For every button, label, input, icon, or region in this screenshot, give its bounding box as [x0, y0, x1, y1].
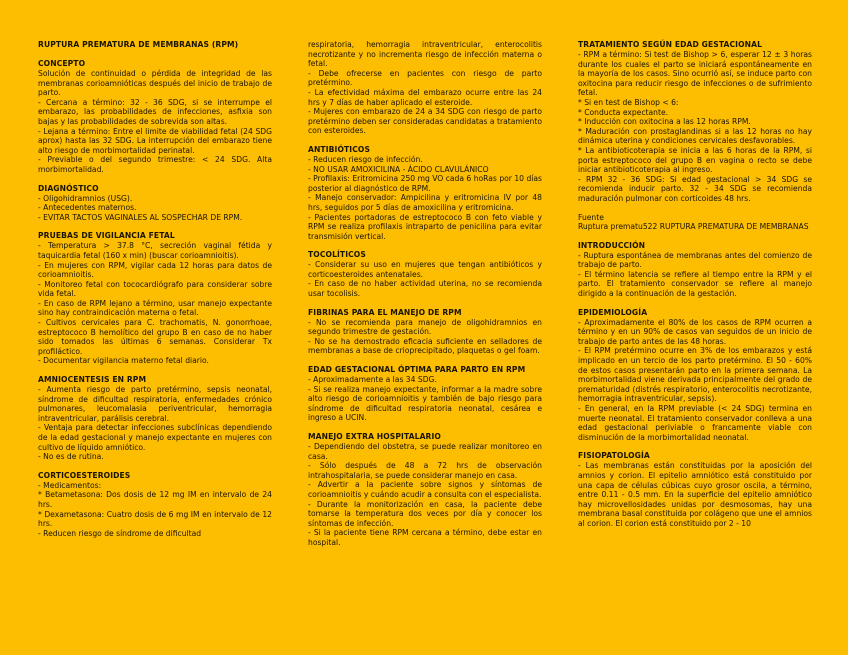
paragraph: - Si la paciente tiene RPM cercana a término, debe estar en hospital.	[308, 528, 542, 547]
paragraph: - Ruptura espontánea de membranas antes del comienzo de trabajo de parto.	[578, 250, 812, 270]
section-heading: EPIDEMIOLOGÍA	[578, 307, 648, 317]
paragraph: - Oligohidramnios (USG).	[38, 193, 133, 203]
paragraph: * Dexametasona: Cuatro dosis de 6 mg IM en intervalo de 12 hrs.	[38, 509, 272, 529]
column-1	[38, 40, 272, 547]
paragraph: - En mujeres con RPM, vigilar cada 12 horas para datos de corioamnioitis.	[38, 260, 272, 280]
section-heading: AMNIOCENTESIS EN RPM	[38, 375, 147, 385]
paragraph: - Lejana a término: Entre el limite de viabilidad fetal (24 SDG aprox) hasta las 32 SDG. La interrupción del embarazo tiene alto riesgo de morbimortalidad perinatal.	[38, 126, 272, 155]
paragraph: - Advertir a la paciente sobre signos y síntomas de corioamnioitis y cuándo acudir a consulta con el especialista.	[308, 480, 542, 499]
paragraph: - En caso de RPM lejano a término, usar manejo expectante sino hay contraindicación materna o fetal.	[38, 298, 272, 318]
paragraph: - No es de rutina.	[38, 452, 104, 462]
column-2	[308, 40, 542, 557]
paragraph: - Reducen riesgo de infección.	[308, 154, 423, 164]
paragraph: - Dependiendo del obstetra, se puede realizar monitoreo en casa.	[308, 442, 542, 461]
section-diagnostico	[38, 184, 272, 223]
paragraph: * Si en test de Bishop < 6:	[578, 97, 679, 107]
section-continued	[308, 40, 542, 136]
paragraph: - Aumenta riesgo de parto pretérmino, sepsis neonatal, síndrome de dificultad respiratoria, enfermedades crónico pulmonares, leucomalasia periventricular, hemorragia intraventricular, parálisis cerebral.	[38, 385, 272, 423]
paragraph: - Temperatura > 37.8 °C, secreción vaginal fétida y taquicardia fetal (160 x min) (buscar corioamnioitis).	[38, 241, 272, 260]
paragraph: - La efectividad máxima del embarazo ocurre entre las 24 hrs y 7 días de haber aplicado el esteroide.	[308, 87, 542, 107]
paragraph: - Las membranas están constituidas por la aposición del amnios y corion. El epitelio amniótico está constituido por una capa de células cúbicas cuyo grosor oscila, a término, entre 0.11 - 0.5 mm. En la superficie del epitelio amniótico hay microvellosidades unidas por desmosomas, hay una membrana basal constituida por colágeno que une el amnios al corion. El corion está constituido por 2 - 10	[578, 461, 812, 528]
paragraph: - Considerar su uso en mujeres que tengan antibióticos y corticoesteroides antenatales.	[308, 260, 542, 279]
paragraph: - Debe ofrecerse en pacientes con riesgo de parto pretérmino.	[308, 68, 542, 88]
paragraph: - Cultivos cervicales para C. trachomatis, N. gonorrhoae, estreptococo B hemolítico del grupo B en caso de no haber sido tomados las últimas 6 semanas. Considerar Tx profiláctico.	[38, 318, 272, 356]
section-ruptura-prematura-de-membranas-rpm	[38, 40, 272, 50]
column-3	[578, 40, 812, 538]
section-heading: CORTICOESTEROIDES	[38, 470, 131, 480]
paragraph: - EVITAR TACTOS VAGINALES AL SOSPECHAR DE RPM.	[38, 212, 243, 222]
paragraph: - Aproximadamente a las 34 SDG.	[308, 375, 437, 385]
section-concepto	[38, 59, 272, 175]
section-manejo-extra-hospitalario	[308, 432, 542, 548]
section-heading: FIBRINAS PARA EL MANEJO DE RPM	[308, 307, 462, 317]
paragraph: - Sólo después de 48 a 72 hrs de observación intrahospitalaria, se puede considerar manejo en casa.	[308, 461, 542, 480]
paragraph: - Documentar vigilancia materno fetal diario.	[38, 356, 209, 366]
paragraph: * Betametasona: Dos dosis de 12 mg IM en intervalo de 24 hrs.	[38, 490, 272, 509]
section-heading: DIAGNÓSTICO	[38, 183, 99, 193]
paragraph: - En caso de no haber actividad uterina, no se recomienda usar tocolisis.	[308, 279, 542, 299]
section-epidemiologia	[578, 308, 812, 443]
section-heading: MANEJO EXTRA HOSPITALARIO	[308, 432, 441, 441]
paragraph: - Mujeres con embarazo de 24 a 34 SDG con riesgo de parto pretérmino deben ser consideradas candidatas a tratamiento con esteroides.	[308, 107, 542, 136]
paragraph: - RPM a término: Si test de Bishop > 6, esperar 12 ± 3 horas durante los cuales el parto se iniciará espontáneamente en la mayoría de los casos. Sino ocurrió así, se induce parto con oxitocina para reducir riesgo de infecciones o de sufrimiento fetal.	[578, 50, 812, 98]
section-heading: PRUEBAS DE VIGILANCIA FETAL	[38, 231, 175, 241]
paragraph: respiratoria, hemorragia intraventricular, enterocolitis necrotizante y no incrementa riesgo de infección materna o fetal.	[308, 40, 542, 69]
section-antibioticos	[308, 145, 542, 241]
paragraph: - NO USAR AMOXICILINA - ÁCIDO CLAVULÁNICO	[308, 164, 489, 174]
paragraph: - Ventaja para detectar infecciones subclínicas dependiendo de la edad gestacional y manejo expectante en mujeres con cultivo de líquido amniótico.	[38, 423, 272, 452]
section-fisiopatologia	[578, 451, 812, 528]
paragraph: - El término latencia se refiere al tiempo entre la RPM y el parto. El tratamiento conservador se refiere al manejo dirigido a la continuación de la gestación.	[578, 269, 812, 299]
section-pruebas-de-vigilancia-fetal	[38, 231, 272, 366]
section-heading: INTRODUCCIÓN	[578, 240, 646, 250]
paragraph: * Inducción con oxitocina a las 12 horas RPM.	[578, 117, 751, 127]
section-fibrinas-para-el-manejo-de-rpm	[308, 308, 542, 356]
section-introduccion	[578, 241, 812, 299]
section-continued	[578, 213, 812, 232]
section-corticoesteroides	[38, 471, 272, 539]
section-heading: RUPTURA PREMATURA DE MEMBRANAS (RPM)	[38, 40, 239, 49]
paragraph: - RPM 32 - 36 SDG: Si edad gestacional > 34 SDG se recomienda inducir parto. 32 - 34 SDG se recomienda maduración pulmonar con corticoides 48 hrs.	[578, 174, 812, 203]
paragraph: Ruptura prematu522 RUPTURA PREMATURA DE MEMBRANAS	[578, 222, 809, 232]
paragraph: - Pacientes portadoras de estreptococo B con feto viable y RPM se realiza profilaxis intraparto de penicilina para evitar transmisión vertical.	[308, 212, 542, 241]
paragraph: - Manejo conservador: Ampicilina y eritromicina IV por 48 hrs, seguidos por 5 días de amoxicilina y eritromicina.	[308, 193, 542, 212]
paragraph: Solución de continuidad o pérdida de integridad de las membranas corioamnióticas después del inicio de trabajo de parto.	[38, 69, 272, 98]
paragraph: - Medicamentos:	[38, 480, 102, 490]
section-heading: FISIOPATOLOGÍA	[578, 451, 650, 461]
paragraph: - Profilaxis: Eritromicina 250 mg VO cada 6 hoRas por 10 días posterior al diagnóstico de RPM.	[308, 174, 542, 193]
paragraph: - Durante la monitorización en casa, la paciente debe tomarse la temperatura dos veces por día y conocer los síntomas de infección.	[308, 499, 542, 528]
paragraph: - Monitoreo fetal con tococardiógrafo para considerar sobre vida fetal.	[38, 279, 272, 299]
paragraph: Fuente	[578, 212, 604, 222]
paragraph: - No se ha demostrado eficacia suficiente en selladores de membranas a base de crioprecipitado, plaquetas o gel foam.	[308, 336, 542, 356]
paragraph: - Reducen riesgo de síndrome de dificultad	[38, 528, 202, 538]
paragraph: - No se recomienda para manejo de oligohidramnios en segundo trimestre de gestación.	[308, 317, 542, 337]
section-amniocentesis-en-rpm	[38, 375, 272, 462]
section-heading: EDAD GESTACIONAL ÓPTIMA PARA PARTO EN RPM	[308, 365, 526, 375]
paragraph: - Aproximadamente el 80% de los casos de RPM ocurren a término y en un 90% de casos van seguidos de un inicio de trabajo de parto antes de las 48 horas.	[578, 317, 812, 346]
section-tocoliticos	[308, 250, 542, 298]
section-heading: ANTIBIÓTICOS	[308, 144, 371, 154]
paragraph: * Maduración con prostaglandinas si a las 12 horas no hay dinámica uterina y condiciones cervicales desfavorables.	[578, 126, 812, 146]
paragraph: - Previable o del segundo trimestre: < 24 SDG. Alta morbimortalidad.	[38, 155, 272, 174]
section-heading: CONCEPTO	[38, 59, 86, 68]
section-heading: TOCOLÍTICOS	[308, 250, 366, 260]
paragraph: - Cercana a término: 32 - 36 SDG, si se interrumpe el embarazo, las probabilidades de infecciones, asfixia son bajas y las probabilidades de sobrevida son altas.	[38, 97, 272, 126]
paragraph: - Antecedentes maternos.	[38, 203, 137, 213]
section-heading: TRATAMIENTO SEGÚN EDAD GESTACIONAL	[578, 40, 763, 49]
paragraph: - Si se realiza manejo expectante, informar a la madre sobre alto riesgo de corioamnioitis y también de bajo riesgo para síndrome de dificultad respiratoria neonatal, cesárea e ingreso a UCIN.	[308, 384, 542, 423]
paragraph: * La antibioticoterapia se inicia a las 6 horas de la RPM, si porta estreptococo del grupo B en vagina o recto se debe iniciar antibioticoterapia al ingreso.	[578, 145, 812, 175]
paragraph: * Conducta expectante.	[578, 107, 669, 117]
paragraph: - En general, en la RPM previable (< 24 SDG) termina en muerte neonatal. El tratamiento conservador conlleva a una edad gestacional periviable o francamente viable con disminución de la morbimortalidad neonatal.	[578, 404, 812, 442]
paragraph: - El RPM pretérmino ocurre en 3% de los embarazos y está implicado en un tercio de los parto pretérmino. El 50 - 60% de estos casos presentarán parto en la primera semana. La morbimortalidad viene derivada principalmente del grado de prematuridad (distrés respiratorio, enterocolitis necrotizante, hemorragia intraventricular, sepsis).	[578, 346, 812, 404]
section-edad-gestacional-optima-para-parto-en-rpm	[308, 365, 542, 423]
section-tratamiento-segun-edad-gestacional	[578, 40, 812, 204]
